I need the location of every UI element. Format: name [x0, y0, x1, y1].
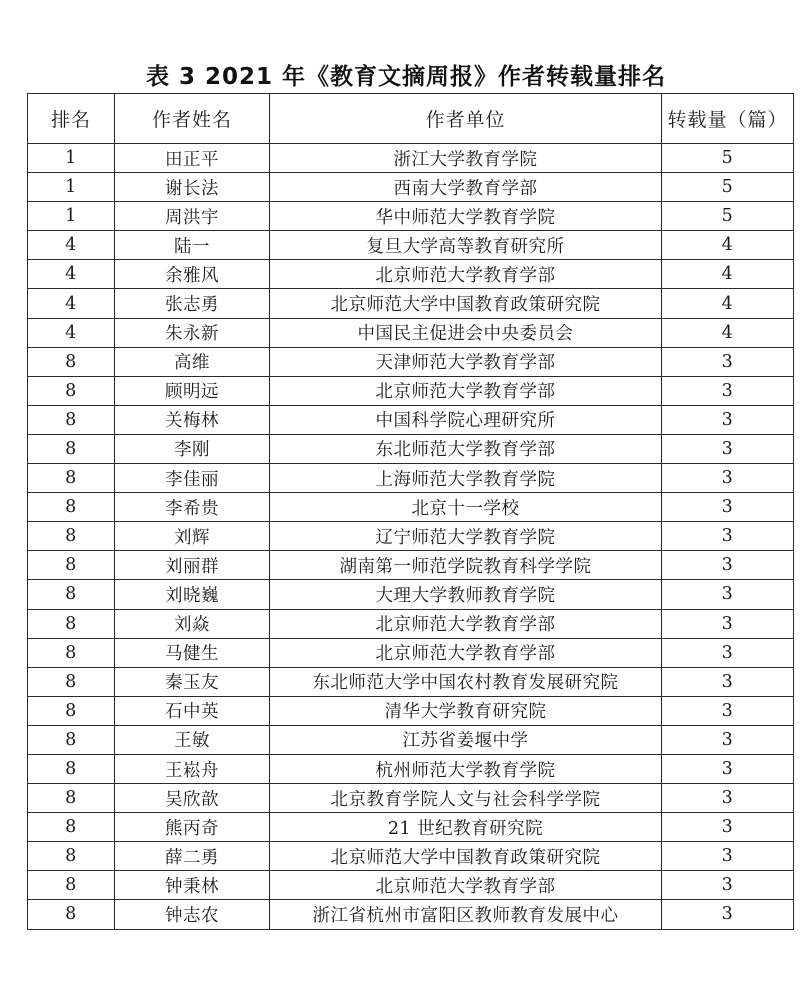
cell-rank: 8 [28, 900, 115, 929]
table-row [28, 405, 794, 434]
table-row [28, 551, 794, 580]
table-row [28, 434, 794, 463]
cell-rank: 8 [28, 347, 115, 376]
table-row [28, 202, 794, 231]
cell-reprint-count: 4 [662, 260, 794, 289]
cell-author-unit: 北京师范大学教育学部 [270, 376, 662, 405]
cell-rank: 8 [28, 493, 115, 522]
cell-rank: 8 [28, 638, 115, 667]
cell-rank: 8 [28, 434, 115, 463]
cell-rank: 8 [28, 580, 115, 609]
cell-author-name: 高维 [115, 347, 270, 376]
cell-author-name: 马健生 [115, 638, 270, 667]
cell-author-unit: 东北师范大学中国农村教育发展研究院 [270, 667, 662, 696]
cell-reprint-count: 3 [662, 580, 794, 609]
cell-rank: 8 [28, 522, 115, 551]
cell-author-name: 刘焱 [115, 609, 270, 638]
cell-author-unit: 西南大学教育学部 [270, 173, 662, 202]
cell-rank: 4 [28, 318, 115, 347]
header-author-name: 作者姓名 [115, 94, 270, 144]
author-ranking-table [27, 93, 794, 930]
cell-author-unit: 上海师范大学教育学院 [270, 464, 662, 493]
cell-author-unit: 大理大学教师教育学院 [270, 580, 662, 609]
cell-rank: 8 [28, 405, 115, 434]
cell-author-name: 陆一 [115, 231, 270, 260]
cell-author-unit: 辽宁师范大学教育学院 [270, 522, 662, 551]
cell-author-name: 王敏 [115, 725, 270, 754]
cell-author-unit: 浙江省杭州市富阳区教师教育发展中心 [270, 900, 662, 929]
cell-author-unit: 21 世纪教育研究院 [270, 813, 662, 842]
cell-author-name: 刘晓巍 [115, 580, 270, 609]
cell-reprint-count: 3 [662, 842, 794, 871]
table-row [28, 289, 794, 318]
cell-rank: 8 [28, 842, 115, 871]
cell-reprint-count: 3 [662, 784, 794, 813]
table-row [28, 609, 794, 638]
cell-reprint-count: 5 [662, 173, 794, 202]
cell-author-unit: 北京十一学校 [270, 493, 662, 522]
table-row [28, 347, 794, 376]
table-row [28, 638, 794, 667]
cell-reprint-count: 4 [662, 318, 794, 347]
cell-rank: 8 [28, 667, 115, 696]
cell-author-name: 李佳丽 [115, 464, 270, 493]
cell-reprint-count: 3 [662, 871, 794, 900]
cell-author-name: 刘丽群 [115, 551, 270, 580]
cell-author-unit: 北京师范大学教育学部 [270, 638, 662, 667]
table-body [28, 144, 794, 930]
cell-author-name: 李刚 [115, 434, 270, 463]
cell-reprint-count: 3 [662, 551, 794, 580]
cell-reprint-count: 3 [662, 347, 794, 376]
table-row [28, 260, 794, 289]
cell-author-name: 王崧舟 [115, 754, 270, 783]
cell-reprint-count: 3 [662, 376, 794, 405]
cell-rank: 1 [28, 202, 115, 231]
cell-author-unit: 北京师范大学中国教育政策研究院 [270, 289, 662, 318]
table-row [28, 784, 794, 813]
cell-author-name: 朱永新 [115, 318, 270, 347]
header-rank: 排名 [28, 94, 115, 144]
cell-reprint-count: 3 [662, 754, 794, 783]
cell-rank: 8 [28, 871, 115, 900]
cell-rank: 8 [28, 754, 115, 783]
cell-reprint-count: 5 [662, 144, 794, 173]
cell-author-unit: 北京师范大学教育学部 [270, 871, 662, 900]
cell-rank: 8 [28, 376, 115, 405]
table-title: 表 3 2021 年《教育文摘周报》作者转载量排名 [145, 64, 667, 90]
table-row [28, 493, 794, 522]
table-row [28, 173, 794, 202]
table-row [28, 464, 794, 493]
cell-author-unit: 东北师范大学教育学部 [270, 434, 662, 463]
cell-author-unit: 北京师范大学教育学部 [270, 260, 662, 289]
table-row [28, 696, 794, 725]
cell-author-name: 顾明远 [115, 376, 270, 405]
cell-author-unit: 北京师范大学中国教育政策研究院 [270, 842, 662, 871]
cell-reprint-count: 4 [662, 289, 794, 318]
table-row [28, 144, 794, 173]
cell-author-unit: 湖南第一师范学院教育科学学院 [270, 551, 662, 580]
cell-reprint-count: 3 [662, 813, 794, 842]
table-row [28, 871, 794, 900]
cell-author-unit: 浙江大学教育学院 [270, 144, 662, 173]
table-row [28, 900, 794, 929]
table-row [28, 813, 794, 842]
cell-reprint-count: 3 [662, 638, 794, 667]
table-header [28, 94, 794, 144]
cell-author-name: 田正平 [115, 144, 270, 173]
cell-rank: 8 [28, 696, 115, 725]
cell-author-unit: 天津师范大学教育学部 [270, 347, 662, 376]
cell-author-name: 吴欣歆 [115, 784, 270, 813]
cell-author-name: 薛二勇 [115, 842, 270, 871]
cell-author-name: 钟志农 [115, 900, 270, 929]
cell-author-name: 钟秉林 [115, 871, 270, 900]
table-row [28, 522, 794, 551]
table-row [28, 754, 794, 783]
table-row [28, 318, 794, 347]
table-row [28, 580, 794, 609]
cell-author-name: 谢长法 [115, 173, 270, 202]
cell-reprint-count: 3 [662, 725, 794, 754]
cell-rank: 4 [28, 260, 115, 289]
cell-reprint-count: 3 [662, 493, 794, 522]
cell-reprint-count: 3 [662, 434, 794, 463]
cell-rank: 1 [28, 144, 115, 173]
header-row [28, 94, 794, 144]
cell-author-name: 熊丙奇 [115, 813, 270, 842]
cell-author-unit: 中国科学院心理研究所 [270, 405, 662, 434]
cell-author-name: 秦玉友 [115, 667, 270, 696]
cell-rank: 4 [28, 289, 115, 318]
cell-author-unit: 华中师范大学教育学院 [270, 202, 662, 231]
cell-author-unit: 江苏省姜堰中学 [270, 725, 662, 754]
cell-rank: 1 [28, 173, 115, 202]
cell-rank: 8 [28, 784, 115, 813]
table-row [28, 725, 794, 754]
cell-rank: 8 [28, 609, 115, 638]
cell-rank: 8 [28, 813, 115, 842]
table-row [28, 376, 794, 405]
table-row [28, 231, 794, 260]
cell-reprint-count: 3 [662, 667, 794, 696]
cell-author-name: 余雅风 [115, 260, 270, 289]
table-row [28, 667, 794, 696]
cell-author-unit: 北京教育学院人文与社会科学学院 [270, 784, 662, 813]
cell-reprint-count: 3 [662, 609, 794, 638]
table-row [28, 842, 794, 871]
cell-author-unit: 北京师范大学教育学部 [270, 609, 662, 638]
cell-author-name: 刘辉 [115, 522, 270, 551]
cell-reprint-count: 3 [662, 696, 794, 725]
cell-reprint-count: 3 [662, 900, 794, 929]
cell-reprint-count: 3 [662, 405, 794, 434]
cell-author-name: 李希贵 [115, 493, 270, 522]
cell-author-name: 张志勇 [115, 289, 270, 318]
cell-rank: 8 [28, 464, 115, 493]
cell-author-unit: 复旦大学高等教育研究所 [270, 231, 662, 260]
cell-reprint-count: 3 [662, 464, 794, 493]
cell-author-name: 石中英 [115, 696, 270, 725]
cell-reprint-count: 3 [662, 522, 794, 551]
cell-author-unit: 清华大学教育研究院 [270, 696, 662, 725]
cell-reprint-count: 5 [662, 202, 794, 231]
cell-author-unit: 杭州师范大学教育学院 [270, 754, 662, 783]
cell-rank: 4 [28, 231, 115, 260]
cell-author-unit: 中国民主促进会中央委员会 [270, 318, 662, 347]
cell-rank: 8 [28, 551, 115, 580]
header-reprint-count: 转载量（篇） [662, 94, 794, 144]
cell-author-name: 周洪宇 [115, 202, 270, 231]
cell-author-name: 关梅林 [115, 405, 270, 434]
header-author-unit: 作者单位 [270, 94, 662, 144]
cell-rank: 8 [28, 725, 115, 754]
cell-reprint-count: 4 [662, 231, 794, 260]
